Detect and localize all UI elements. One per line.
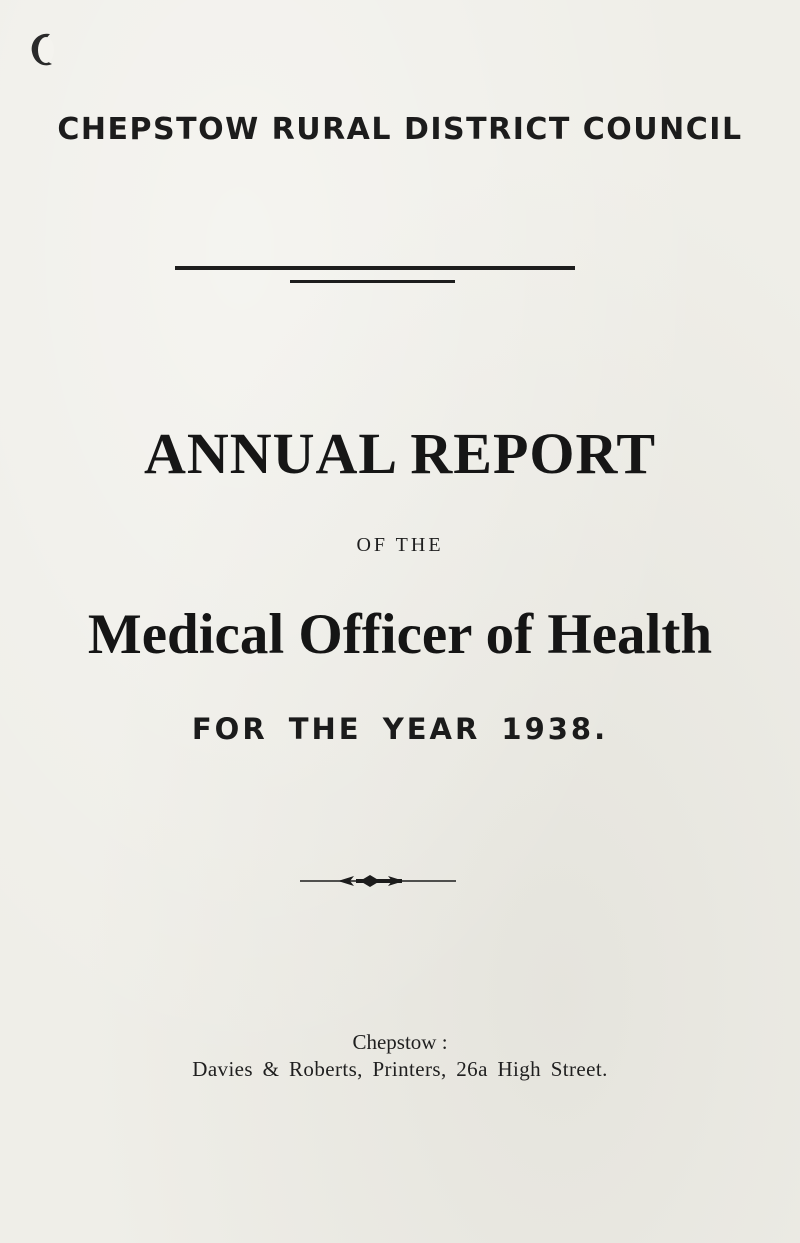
printer-imprint: Davies & Roberts, Printers, 26a High Street. bbox=[192, 1057, 608, 1081]
report-title: ANNUAL REPORT bbox=[143, 421, 657, 486]
arrow-ornament-icon bbox=[298, 873, 458, 889]
council-heading: CHEPSTOW RURAL DISTRICT COUNCIL bbox=[57, 112, 743, 147]
punch-hole-icon bbox=[28, 30, 58, 70]
divider-rule-long bbox=[175, 266, 575, 270]
divider-rule-short bbox=[290, 280, 455, 283]
report-year: FOR THE YEAR 1938. bbox=[191, 712, 609, 746]
of-the-label: OF THE bbox=[356, 534, 444, 556]
report-subject: Medical Officer of Health bbox=[87, 603, 713, 666]
publication-place: Chepstow : bbox=[352, 1030, 448, 1054]
